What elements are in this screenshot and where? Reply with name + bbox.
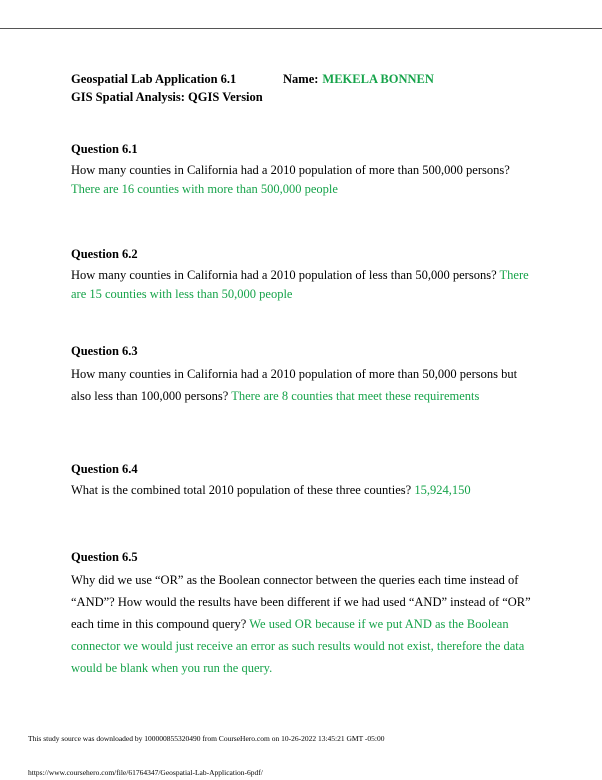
name-label: Name: — [283, 72, 319, 86]
question-text: How many counties in California had a 2010 population of less than 50,000 persons? — [71, 268, 497, 282]
question-block-6-4 — [71, 460, 531, 500]
question-text: What is the combined total 2010 population of these three counties? — [71, 483, 412, 497]
answer-text: 15,924,150 — [414, 483, 471, 497]
question-text: How many counties in California had a 2010 population of more than 500,000 persons? — [71, 163, 510, 177]
document-header — [71, 70, 551, 106]
question-body — [71, 569, 531, 679]
question-text: How many counties in California had a 2010 population of more than 50,000 persons but also less than 100,000 persons? — [71, 367, 518, 403]
top-divider — [0, 28, 602, 29]
question-block-6-5 — [71, 548, 531, 679]
lab-title: Geospatial Lab Application 6.1 — [71, 72, 237, 86]
question-title: Question 6.1 — [71, 142, 138, 156]
download-note: This study source was downloaded by 100000855320490 from CourseHero.com on 10-26-2022 13:45:21 GMT -05:00 — [28, 734, 385, 743]
student-name: MEKELA BONNEN — [322, 72, 434, 86]
answer-text: There are 15 counties with less than 50,000 people — [71, 268, 529, 301]
question-body — [71, 363, 531, 407]
question-body — [71, 481, 531, 500]
source-url[interactable]: https://www.coursehero.com/file/61764347/Geospatial-Lab-Application-6pdf/ — [28, 768, 263, 777]
question-title: Question 6.5 — [71, 550, 138, 564]
answer-text: We used OR because if we put AND as the Boolean connector we would just receive an error as such results would not exist, therefore the data would be blank when you run the query. — [71, 617, 525, 675]
question-title: Question 6.4 — [71, 462, 138, 476]
question-block-6-3 — [71, 342, 531, 407]
question-body — [71, 161, 531, 199]
lab-subtitle: GIS Spatial Analysis: QGIS Version — [71, 90, 263, 104]
question-body — [71, 266, 531, 304]
question-title: Question 6.2 — [71, 247, 138, 261]
question-title: Question 6.3 — [71, 344, 138, 358]
answer-text: There are 16 counties with more than 500,000 people — [71, 182, 338, 196]
answer-text: There are 8 counties that meet these requirements — [231, 389, 480, 403]
question-block-6-2 — [71, 245, 531, 304]
question-block-6-1 — [71, 140, 531, 199]
question-text: Why did we use “OR” as the Boolean connector between the queries each time instead of “AND”? How would the results have been different if we had used “AND” instead of “OR” each time in this compound query? — [71, 573, 531, 631]
